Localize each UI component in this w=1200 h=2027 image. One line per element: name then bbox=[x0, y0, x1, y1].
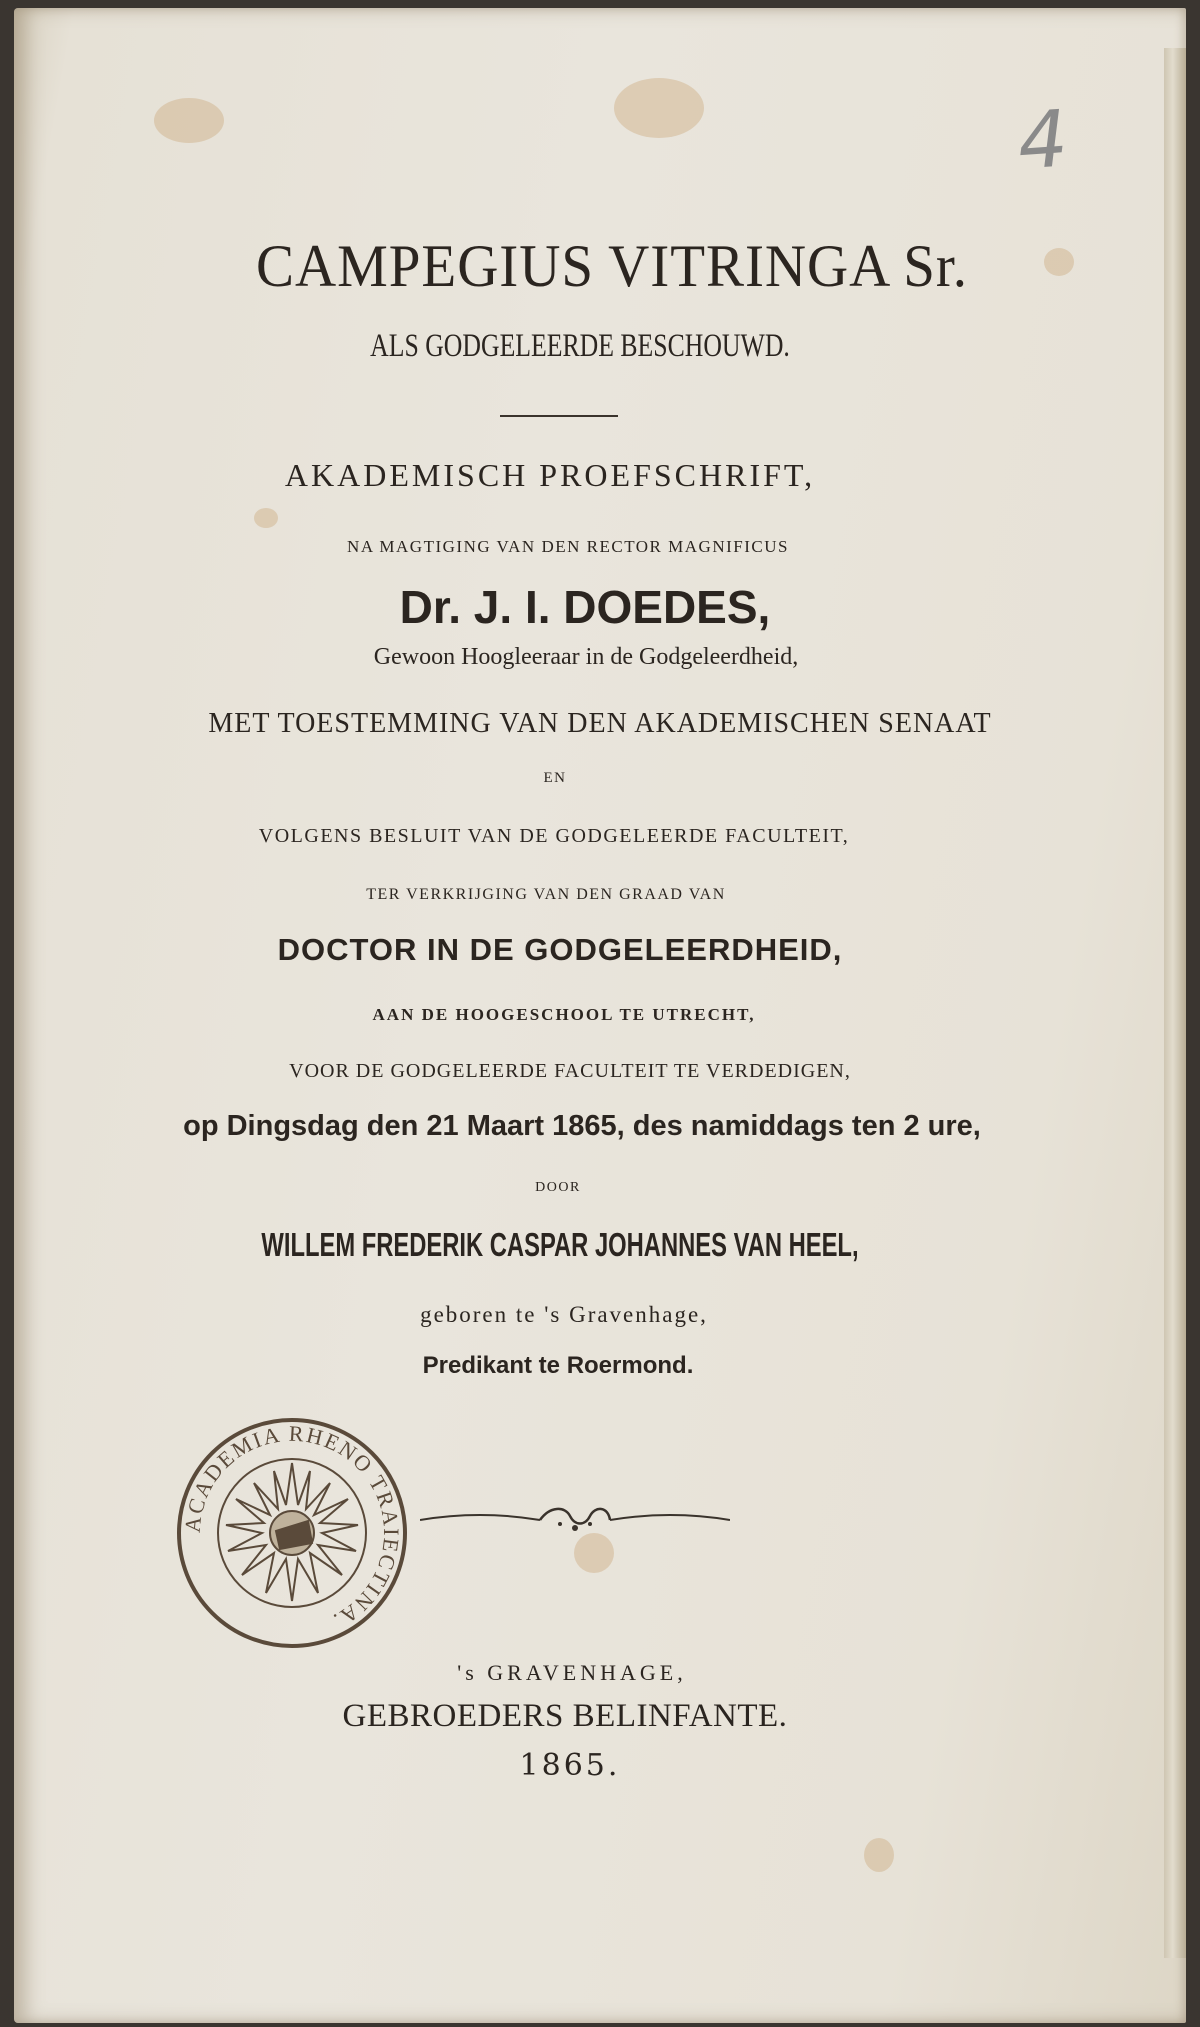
foxing-stain bbox=[254, 508, 278, 528]
book-title: CAMPEGIUS VITRINGA Sr. bbox=[256, 233, 968, 299]
rector-position: Gewoon Hoogleeraar in de Godgeleerdheid, bbox=[373, 644, 799, 670]
defense-line: VOOR DE GODGELEERDE FACULTEIT TE VERDEDIGEN, bbox=[289, 1060, 851, 1082]
seal-inscription: ACADEMIA RHENO TRAIECTINA. bbox=[179, 1420, 405, 1635]
university-seal-stamp bbox=[172, 1413, 412, 1653]
defense-date: op Dingsdag den 21 Maart 1865, des namiddags ten 2 ure, bbox=[183, 1110, 981, 1142]
foxing-stain bbox=[154, 98, 224, 143]
decorative-ornament bbox=[420, 1502, 730, 1538]
author-name: WILLEM FREDERIK CASPAR JOHANNES VAN HEEL, bbox=[261, 1226, 859, 1263]
author-birthplace: geboren te 's Gravenhage, bbox=[420, 1302, 708, 1327]
conjunction: EN bbox=[543, 770, 567, 786]
foxing-stain bbox=[574, 1533, 614, 1573]
imprint-city: 's GRAVENHAGE, bbox=[457, 1660, 687, 1685]
foxing-stain bbox=[614, 78, 704, 138]
by-label: DOOR bbox=[535, 1180, 581, 1195]
dissertation-label: AKADEMISCH PROEFSCHRIFT, bbox=[284, 457, 816, 493]
imprint-publisher: GEBROEDERS BELINFANTE. bbox=[342, 1698, 788, 1734]
author-occupation: Predikant te Roermond. bbox=[422, 1352, 694, 1379]
consent-line: MET TOESTEMMING VAN DEN AKADEMISCHEN SENAAT bbox=[208, 708, 992, 739]
rector-name: Dr. J. I. DOEDES, bbox=[399, 581, 771, 633]
faculty-decision: VOLGENS BESLUIT VAN DE GODGELEERDE FACULTEIT, bbox=[258, 825, 850, 847]
sun-emblem bbox=[226, 1463, 358, 1601]
imprint-year: 1865. bbox=[519, 1748, 621, 1783]
authorization-line: NA MAGTIGING VAN DEN RECTOR MAGNIFICUS bbox=[347, 537, 789, 556]
foxing-stain bbox=[864, 1838, 894, 1872]
title-divider bbox=[500, 415, 618, 417]
degree-intro: TER VERKRIJGING VAN DEN GRAAD VAN bbox=[366, 886, 726, 903]
pencil-page-number: 4 bbox=[1014, 94, 1071, 188]
degree-title: DOCTOR IN DE GODGELEERDHEID, bbox=[277, 932, 843, 967]
university-line: AAN DE HOOGESCHOOL TE UTRECHT, bbox=[372, 1005, 756, 1024]
book-subtitle: ALS GODGELEERDE BESCHOUWD. bbox=[370, 328, 790, 364]
